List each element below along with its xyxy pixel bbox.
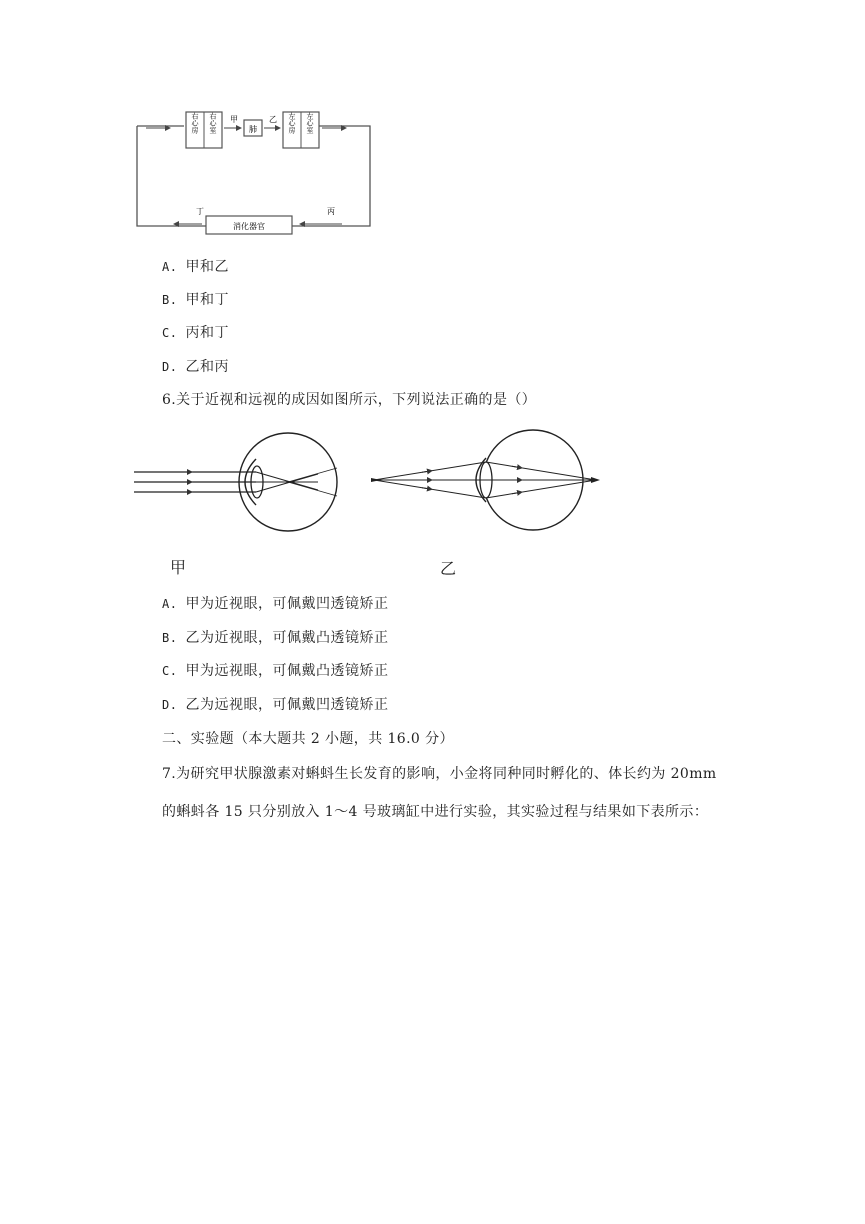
- option-text: 甲和乙: [185, 259, 229, 275]
- option-label: D.: [162, 698, 178, 712]
- left-eye: [134, 433, 337, 531]
- option-text: 乙为远视眼，可佩戴凹透镜矫正: [185, 697, 389, 713]
- q5-option-a[interactable]: [162, 256, 229, 276]
- q5-option-d[interactable]: [162, 356, 229, 376]
- right-atrium-label: 右心房: [191, 112, 199, 134]
- option-label: A.: [162, 260, 178, 274]
- eye-diagrams: [134, 428, 604, 540]
- lung-label: 肺: [249, 125, 257, 134]
- option-text: 乙为近视眼，可佩戴凸透镜矫正: [185, 630, 389, 646]
- option-label: C.: [162, 664, 178, 678]
- q6-option-d[interactable]: [162, 694, 388, 714]
- label-yi: 乙: [269, 115, 277, 124]
- option-text: 甲为远视眼，可佩戴凸透镜矫正: [185, 663, 389, 679]
- left-ventricle-label: 左心室: [306, 112, 314, 134]
- caption-right: 乙: [440, 559, 457, 578]
- q6-stem: 6.关于近视和远视的成因如图所示，下列说法正确的是（）: [162, 392, 537, 408]
- circulation-diagram: [134, 108, 374, 238]
- label-jia: 甲: [230, 115, 238, 124]
- section-heading: 二、实验题（本大题共 2 小题，共 16.0 分）: [162, 731, 454, 747]
- right-eye: [371, 430, 600, 530]
- label-ding: 丁: [196, 207, 204, 216]
- q5-option-c[interactable]: [162, 322, 229, 342]
- option-label: D.: [162, 360, 178, 374]
- q6-option-b[interactable]: [162, 627, 388, 647]
- option-label: B.: [162, 631, 178, 645]
- q7-line2: 的蝌蚪各 15 只分别放入 1～4 号玻璃缸中进行实验，其实验过程与结果如下表所示：: [162, 804, 709, 820]
- right-ventricle-label: 右心室: [209, 112, 217, 134]
- digestive-organ-label: 消化器官: [233, 222, 265, 231]
- option-text: 乙和丙: [185, 359, 229, 375]
- option-text: 丙和丁: [185, 325, 229, 341]
- option-label: C.: [162, 326, 178, 340]
- q7-line1: 7.为研究甲状腺激素对蝌蚪生长发育的影响，小金将同种同时孵化的、体长约为 20mm: [162, 766, 717, 782]
- q6-option-c[interactable]: [162, 660, 388, 680]
- label-bing: 丙: [327, 207, 335, 216]
- left-atrium-label: 左心房: [288, 112, 296, 134]
- q5-option-b[interactable]: [162, 289, 229, 309]
- option-label: A.: [162, 597, 178, 611]
- option-text: 甲和丁: [185, 292, 229, 308]
- caption-left: 甲: [170, 558, 187, 577]
- option-text: 甲为近视眼，可佩戴凹透镜矫正: [185, 596, 389, 612]
- option-label: B.: [162, 293, 178, 307]
- q6-option-a[interactable]: [162, 593, 388, 613]
